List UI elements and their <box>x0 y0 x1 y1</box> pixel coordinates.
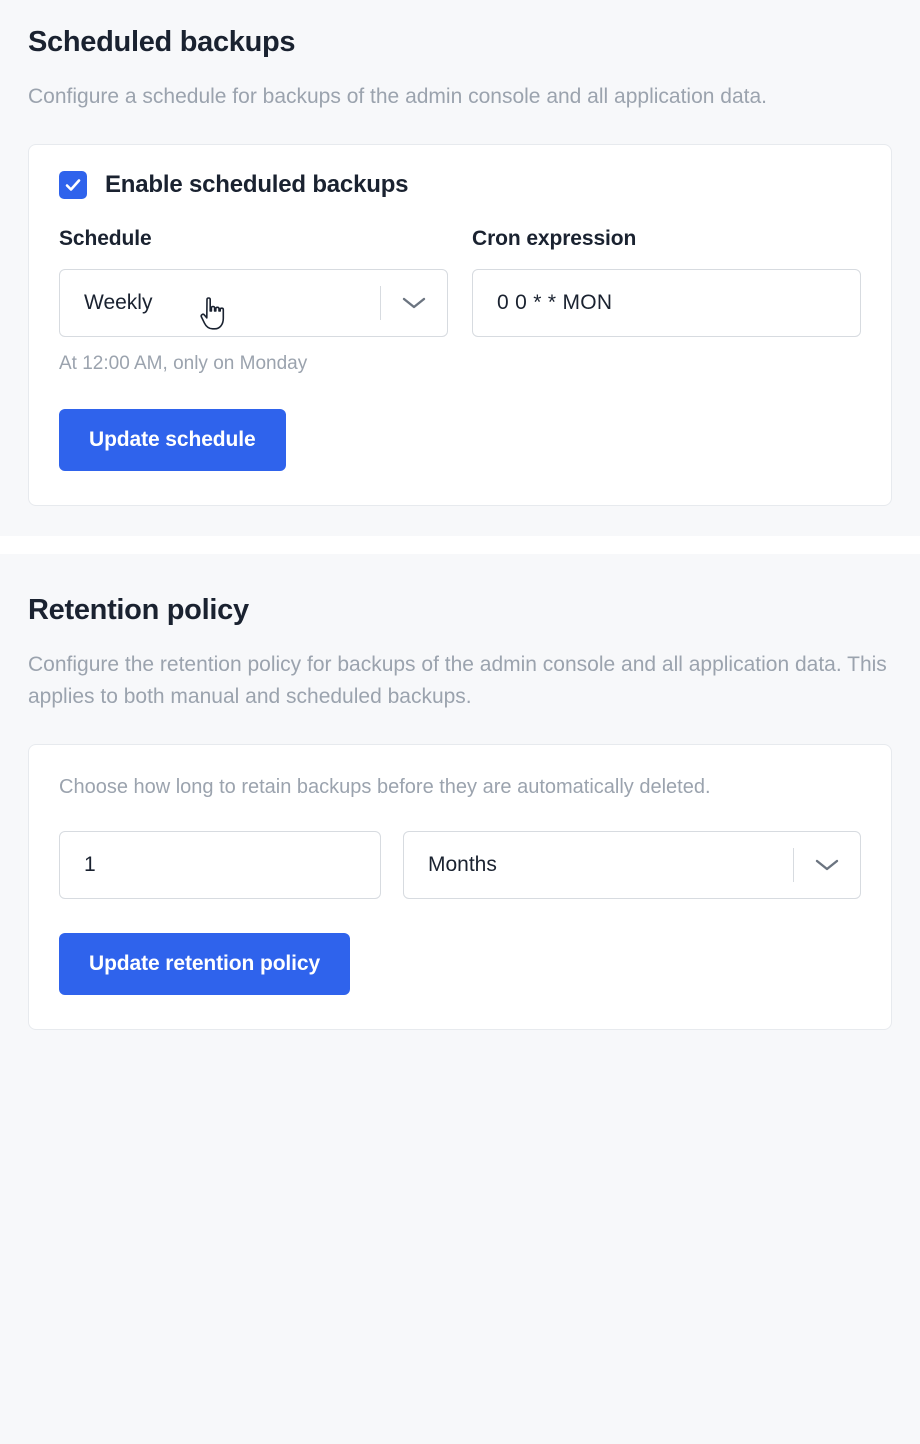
cron-helper-text: At 12:00 AM, only on Monday <box>59 352 308 374</box>
schedule-field <box>59 227 448 375</box>
page-title: Scheduled backups <box>28 26 296 58</box>
chevron-down-icon[interactable] <box>381 295 447 311</box>
retention-fields-row <box>59 831 861 899</box>
retention-policy-title: Retention policy <box>28 593 249 626</box>
retention-unit-field <box>403 831 861 899</box>
update-retention-policy-button[interactable]: Update retention policy <box>59 933 350 995</box>
cron-expression-field <box>472 227 861 337</box>
schedule-fields-row <box>59 227 861 375</box>
scheduled-backups-section <box>0 0 920 536</box>
schedule-label: Schedule <box>59 226 152 250</box>
cron-expression-input[interactable]: 0 0 * * MON <box>472 269 861 337</box>
retention-policy-description: Configure the retention policy for backups of the admin console and all application data. This applies to both manual and scheduled backups. <box>28 652 887 709</box>
retention-amount-field <box>59 831 381 899</box>
scheduled-backups-description: Configure a schedule for backups of the admin console and all application data. <box>28 85 767 108</box>
update-schedule-button[interactable]: Update schedule <box>59 409 286 471</box>
scheduled-backups-card <box>28 144 892 506</box>
schedule-select-value: Weekly <box>84 290 153 314</box>
chevron-down-icon[interactable] <box>794 857 860 873</box>
enable-scheduled-backups-label: Enable scheduled backups <box>105 170 409 198</box>
update-schedule-wrap <box>59 409 861 471</box>
checkbox-icon[interactable] <box>59 171 87 199</box>
retention-unit-select-value: Months <box>428 852 497 876</box>
retention-policy-section <box>0 554 920 1060</box>
retention-amount-input[interactable]: 1 <box>59 831 381 899</box>
update-retention-wrap <box>59 933 861 995</box>
section-divider <box>0 536 920 554</box>
cron-expression-label: Cron expression <box>472 226 637 250</box>
schedule-select[interactable] <box>59 269 448 337</box>
retention-policy-card <box>28 744 892 1030</box>
retention-unit-select[interactable] <box>403 831 861 899</box>
enable-scheduled-backups-row[interactable] <box>59 171 861 199</box>
retention-card-intro: Choose how long to retain backups before they are automatically deleted. <box>59 775 711 798</box>
